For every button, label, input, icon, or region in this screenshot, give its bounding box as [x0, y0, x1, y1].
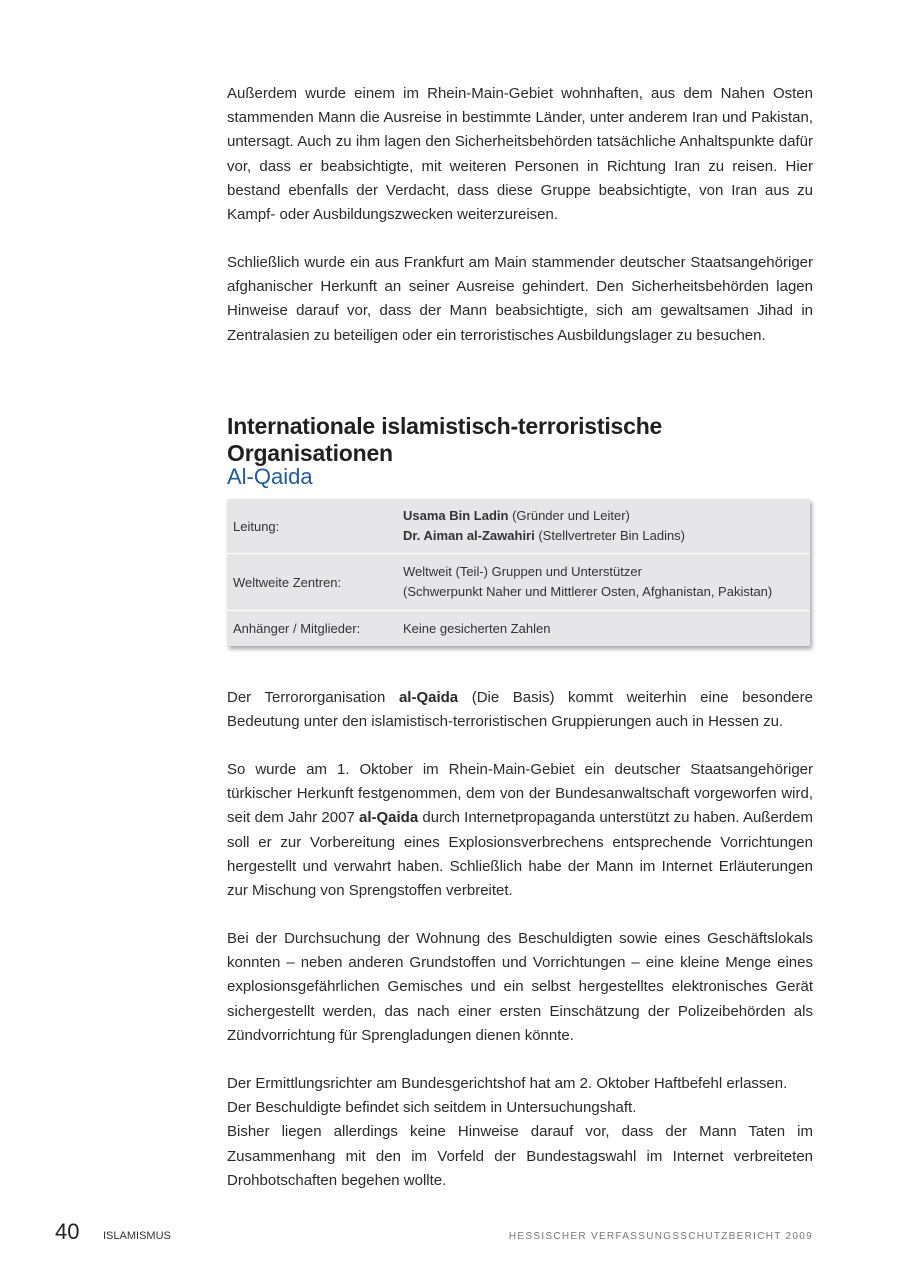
info-label: Anhänger / Mitglieder: — [233, 621, 361, 636]
paragraph-intro-1 — [227, 82, 813, 227]
info-value — [403, 562, 810, 602]
body-paragraph: Bei der Durchsuchung der Wohnung des Beschuldigten sowie eines Geschäftslokals konnten – neben anderen Grundstoffen und Vorrichtungen – eine kleine Menge eines explosionsgefährlichen Gemisches und ein selbst hergestelltes elektronisches Gerät sichergestellt werden, das nach einer ersten Einschätzung der Polizeibehörden als Zündvorrichtung für Sprengladungen dienen könnte. — [227, 930, 813, 1044]
body-paragraph — [227, 758, 813, 903]
section-heading-wrap — [227, 413, 813, 467]
paragraph-5 — [227, 927, 813, 1048]
organisation-info-table — [227, 499, 810, 646]
body-line: Der Beschuldigte befindet sich seitdem in Untersuchungshaft. — [227, 1099, 637, 1117]
zentren-line: Weltweit (Teil-) Gruppen und Unterstützer — [403, 564, 642, 579]
text-run: So wurde am 1. Oktober im Rhein-Main-Gebiet ein deutscher Staatsangehöriger türkischer Herkunft festgenommen, dem von der Bundesanwaltschaft vorgeworfen wird, seit dem Jahr 2007 — [227, 761, 813, 827]
body-line: Bisher liegen allerdings keine Hinweise darauf vor, dass der Mann Taten im Zusammenhang mit den im Vorfeld der Bundestagswahl im Internet verbreiteten Drohbotschaften begehen wollte. — [227, 1123, 813, 1189]
paragraph-3 — [227, 686, 813, 734]
subheading-al-qaida: Al-Qaida — [227, 464, 313, 489]
info-label: Leitung: — [233, 518, 280, 534]
leader-role: (Gründer und Leiter) — [508, 508, 630, 523]
info-value — [403, 506, 810, 546]
paragraph-4 — [227, 758, 813, 903]
info-label: Weltweite Zentren: — [233, 574, 342, 590]
subheading-wrap — [227, 464, 813, 490]
body-line: Der Ermittlungsrichter am Bundesgerichtshof hat am 2. Oktober Haftbefehl erlassen. — [227, 1075, 788, 1092]
emphasis-al-qaida: al-Qaida — [359, 809, 419, 827]
text-run: (Die Basis) kommt weiterhin eine besondere Bedeutung unter den islamistisch-terroristischen Gruppierungen auch in Hessen zu. — [227, 689, 813, 731]
emphasis-al-qaida: al-Qaida — [398, 689, 459, 706]
page-number: 40 — [55, 1219, 80, 1244]
footer-publication: HESSISCHER VERFASSUNGSSCHUTZBERICHT 2009 — [508, 1231, 813, 1242]
text-run: durch Internetpropaganda unterstützt zu haben. Außerdem soll er zur Vorbereitung eines Explosionsverbrechens entsprechende Vorrichtungen hergestellt und verwahrt haben. Schließlich habe der Mann im Internet Erläuterungen zur Mischung von Sprengstoffen verbreitet. — [227, 809, 813, 900]
paragraph-6 — [227, 1072, 813, 1193]
info-value: Keine gesicherten Zahlen — [403, 620, 551, 636]
deputy-role: (Stellvertreter Bin Ladins) — [534, 528, 686, 543]
paragraph-intro-2 — [227, 251, 813, 348]
leader-name: Usama Bin Ladin — [403, 508, 509, 523]
section-heading: Internationale islamistisch-terroristische Organisationen — [227, 413, 663, 466]
footer-section: ISLAMISMUS — [103, 1230, 171, 1242]
zentren-line: (Schwerpunkt Naher und Mittlerer Osten, Afghanistan, Pakistan) — [403, 584, 773, 599]
body-paragraph: Außerdem wurde einem im Rhein-Main-Gebiet wohnhaften, aus dem Nahen Osten stammenden Mann die Ausreise in bestimmte Länder, unter anderem Iran und Pakistan, untersagt. Auch zu ihm lagen den Sicherheitsbehörden tatsächliche Anhaltspunkte dafür vor, dass er beabsichtigte, mit weiteren Personen in Richtung Iran zu reisen. Hier bestand ebenfalls der Verdacht, dass diese Gruppe beabsichtigte, von Iran aus zu Kampf- oder Ausbildungszwecken weiterzureisen. — [227, 85, 813, 224]
body-paragraph: Schließlich wurde ein aus Frankfurt am Main stammender deutscher Staatsangehöriger afghanischer Herkunft an seiner Ausreise gehindert. Den Sicherheitsbehörden lagen Hinweise darauf vor, dass der Mann beabsichtigte, sich am gewaltsamen Jihad in Zentralasien zu beteiligen oder ein terroristisches Ausbildungslager zu besuchen. — [227, 254, 813, 344]
deputy-name: Dr. Aiman al-Zawahiri — [403, 528, 535, 543]
info-row-anhaenger — [227, 611, 810, 646]
info-row-zentren — [227, 554, 810, 611]
text-run: Der Terrororganisation — [227, 689, 399, 706]
body-paragraph — [227, 686, 813, 734]
info-row-leitung — [227, 499, 810, 554]
